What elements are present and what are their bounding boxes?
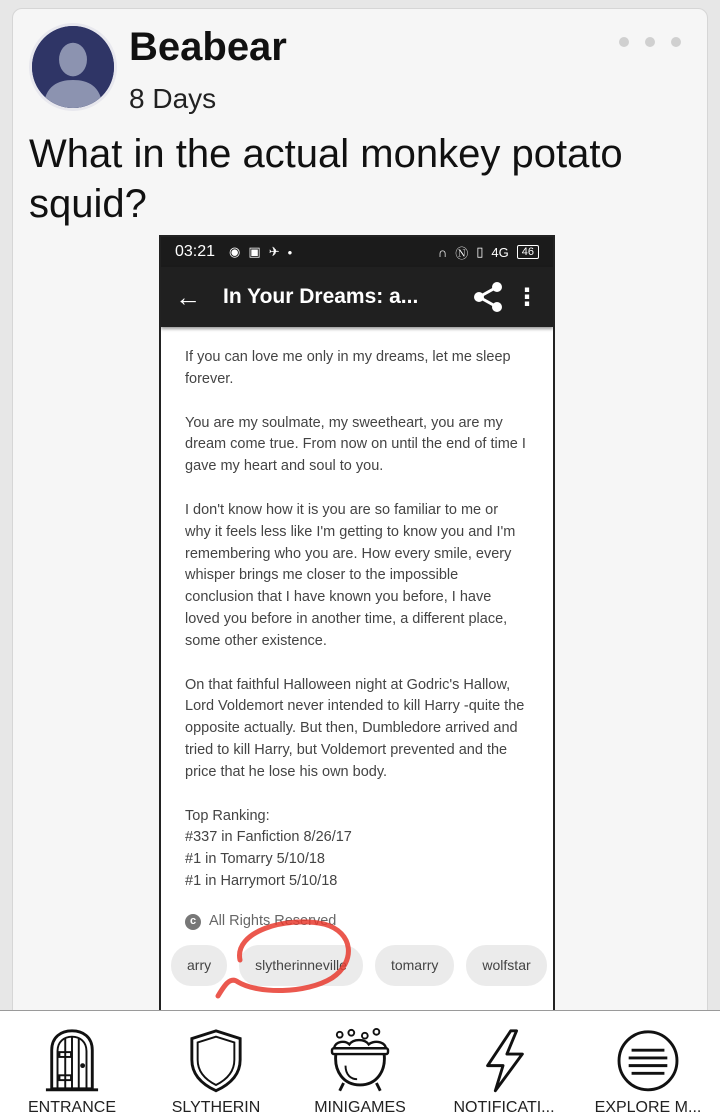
copyright-icon: c	[185, 914, 201, 930]
battery-icon: 46	[517, 245, 539, 259]
ranking-item: #337 in Fanfiction 8/26/17	[185, 829, 352, 846]
post-title: What in the actual monkey potato squid?	[29, 132, 623, 226]
system-icons	[438, 243, 539, 262]
story-paragraph: I don't know how it is you are so familiar to me or why it feels less like I'm getting to know you and I'm remembering who you are. How every smile, every whisper brings me closer to the impossible conclusion that I have known you before, I have loved you before in another time, a different place, some other existence.	[185, 501, 516, 649]
nav-slytherin[interactable]	[144, 1011, 288, 1116]
shield-icon	[181, 1027, 251, 1095]
story-paragraph: If you can love me only in my dreams, let me sleep forever.	[185, 349, 511, 387]
nav-explore[interactable]	[576, 1011, 720, 1116]
lightning-icon	[469, 1027, 539, 1095]
send-icon: ✈	[268, 244, 280, 259]
tag-chip[interactable]: tomarry	[375, 945, 454, 987]
post-time: 8 Days	[129, 83, 217, 114]
nav-label: NOTIFICATI...	[453, 1098, 555, 1116]
tag-chip[interactable]: slytherinneville	[239, 945, 363, 987]
nav-label: EXPLORE M...	[594, 1098, 702, 1116]
nav-minigames[interactable]	[288, 1011, 432, 1116]
status-clock: 03:21	[175, 243, 216, 260]
ranking-item: #1 in Tomarry 5/10/18	[185, 851, 325, 868]
more-options-icon[interactable]	[619, 37, 681, 47]
cauldron-icon	[325, 1027, 395, 1095]
avatar[interactable]	[29, 23, 117, 111]
rights-text: All Rights Reserved	[209, 912, 337, 929]
author-name[interactable]: Beabear	[129, 25, 287, 69]
tag-list	[171, 945, 531, 987]
nav-notifications[interactable]	[432, 1011, 576, 1116]
copyright-row	[185, 911, 527, 933]
network-label: 4G	[491, 244, 509, 260]
story-title: In Your Dreams: a...	[223, 285, 419, 308]
tag-chip[interactable]: arry	[171, 945, 227, 987]
notification-icons	[229, 244, 292, 260]
circle-icon: ◉	[229, 244, 241, 259]
overflow-menu-icon[interactable]: ⋮	[515, 283, 539, 311]
nav-label: SLYTHERIN	[171, 1098, 261, 1116]
embedded-screenshot[interactable]	[159, 235, 555, 1028]
tag-chip[interactable]: wolfstar	[466, 945, 546, 987]
story-paragraph: You are my soulmate, my sweetheart, you are my dream come true. From now on until the end of time I gave my heart and soul to you.	[185, 414, 526, 475]
story-paragraph: On that faithful Halloween night at Godric's Hallow, Lord Voldemort never intended to kill Harry -quite the opposite actually. But then, Dumbledore arrived and tried to kill Harry, but Voldemort prevented and the price that he lose his own body.	[185, 676, 525, 780]
bottom-navigation	[0, 1010, 720, 1116]
door-icon	[37, 1027, 107, 1095]
nav-label: ENTRANCE	[27, 1098, 116, 1116]
ranking-item: #1 in Harrymort 5/10/18	[185, 872, 338, 889]
share-icon[interactable]	[469, 281, 509, 313]
app-bar	[161, 267, 553, 327]
story-content	[161, 327, 553, 986]
ranking-list	[185, 806, 527, 893]
back-arrow-icon[interactable]: ←	[175, 281, 201, 312]
nav-label: MINIGAMES	[314, 1098, 406, 1116]
phone-status-bar	[161, 237, 553, 267]
dot-icon: •	[287, 244, 293, 260]
vibrate-icon: ▯	[476, 244, 484, 259]
menu-icon	[613, 1027, 683, 1095]
headphones-icon: ∩	[437, 244, 448, 260]
nfc-icon: Ⓝ	[455, 245, 469, 261]
user-silhouette-icon	[32, 26, 114, 108]
ranking-heading: Top Ranking:	[185, 807, 270, 824]
nav-entrance[interactable]	[0, 1011, 144, 1116]
post-card	[12, 8, 708, 1028]
camera-icon: ▣	[248, 244, 261, 259]
